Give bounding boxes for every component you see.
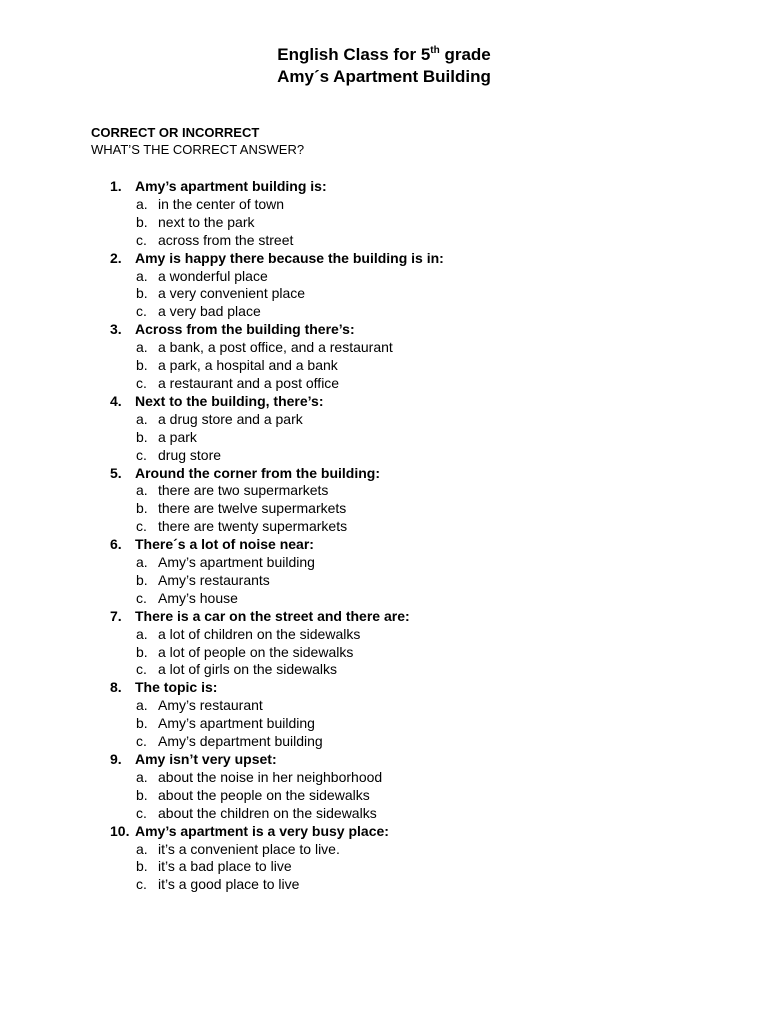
question-text-line (110, 751, 730, 769)
question-text: The topic is: (135, 679, 218, 696)
option-text: across from the street (158, 231, 294, 248)
answer-option (110, 303, 730, 321)
question-number: 1. (110, 178, 122, 194)
option-letter: c. (136, 446, 147, 463)
question-item (110, 321, 730, 393)
option-text: Amy’s restaurant (158, 697, 263, 714)
question-item (110, 751, 730, 823)
answer-options (110, 482, 730, 536)
answer-option (110, 876, 730, 894)
answer-options (110, 769, 730, 823)
question-text-line (110, 178, 730, 196)
question-text: There´s a lot of noise near: (135, 536, 314, 553)
question-item (110, 679, 730, 751)
page-subtitle: Amy´s Apartment Building (277, 67, 491, 86)
option-text: a wonderful place (158, 267, 268, 284)
answer-option (110, 268, 730, 286)
option-text: Amy’s department building (158, 733, 323, 750)
option-text: a lot of girls on the sidewalks (158, 661, 337, 678)
question-number: 6. (110, 536, 122, 553)
answer-option (110, 626, 730, 644)
question-item (110, 465, 730, 537)
question-text-line (110, 465, 730, 483)
option-letter: b. (136, 285, 148, 302)
title-suffix: grade (439, 45, 491, 64)
option-letter: c. (136, 661, 147, 678)
answer-option (110, 733, 730, 751)
question-text: Across from the building there’s: (135, 321, 355, 338)
answer-options (110, 841, 730, 895)
option-letter: b. (136, 571, 148, 588)
question-text-line (110, 393, 730, 411)
option-letter: a. (136, 840, 148, 857)
option-letter: a. (136, 410, 148, 427)
question-item (110, 536, 730, 608)
option-letter: b. (136, 643, 148, 660)
answer-option (110, 411, 730, 429)
question-text-line (110, 250, 730, 268)
option-letter: a. (136, 195, 148, 212)
question-text-line (110, 536, 730, 554)
answer-option (110, 500, 730, 518)
answer-option (110, 232, 730, 250)
option-text: next to the park (158, 213, 255, 230)
option-letter: a. (136, 267, 148, 284)
answer-option (110, 715, 730, 733)
option-letter: c. (136, 231, 147, 248)
option-text: Amy’s apartment building (158, 715, 315, 732)
option-text: a lot of children on the sidewalks (158, 625, 361, 642)
answer-option (110, 447, 730, 465)
page-title (0, 44, 768, 66)
option-text: Amy’s house (158, 589, 238, 606)
answer-option (110, 357, 730, 375)
answer-option (110, 661, 730, 679)
question-item (110, 823, 730, 895)
option-letter: b. (136, 428, 148, 445)
option-text: there are twenty supermarkets (158, 518, 348, 535)
option-text: a park (158, 428, 197, 445)
question-item (110, 250, 730, 322)
option-letter: c. (136, 876, 147, 893)
answer-option (110, 787, 730, 805)
option-letter: c. (136, 518, 147, 535)
option-text: it’s a bad place to live (158, 858, 292, 875)
answer-option (110, 590, 730, 608)
option-letter: a. (136, 339, 148, 356)
answer-options (110, 196, 730, 250)
answer-options (110, 268, 730, 322)
question-text: Amy isn’t very upset: (135, 751, 277, 767)
answer-option (110, 429, 730, 447)
option-text: drug store (158, 446, 222, 463)
option-letter: c. (136, 733, 147, 750)
option-letter: b. (136, 213, 148, 230)
question-list (110, 178, 730, 894)
answer-option (110, 841, 730, 859)
option-text: a drug store and a park (158, 410, 303, 427)
instruction-subheading: WHAT’S THE CORRECT ANSWER? (91, 142, 305, 157)
answer-option (110, 572, 730, 590)
option-text: there are two supermarkets (158, 482, 329, 499)
answer-option (110, 285, 730, 303)
option-letter: a. (136, 697, 148, 714)
question-text-line (110, 608, 730, 626)
question-text: Around the corner from the building: (135, 464, 380, 481)
question-text: Next to the building, there’s: (135, 392, 324, 409)
instructions (91, 124, 304, 158)
question-number: 4. (110, 392, 122, 409)
instruction-heading: CORRECT OR INCORRECT (91, 125, 260, 140)
question-text-line (110, 321, 730, 339)
question-text-line (110, 823, 730, 841)
option-letter: b. (136, 500, 148, 517)
option-text: a lot of people on the sidewalks (158, 643, 354, 660)
option-letter: b. (136, 858, 148, 875)
option-text: about the children on the sidewalks (158, 804, 377, 821)
title-block (0, 44, 768, 88)
answer-options (110, 411, 730, 465)
option-letter: c. (136, 804, 147, 821)
answer-option (110, 518, 730, 536)
question-text: There is a car on the street and there are: (135, 607, 410, 624)
option-letter: a. (136, 625, 148, 642)
option-text: Amy’s restaurants (158, 571, 270, 588)
option-text: about the people on the sidewalks (158, 786, 370, 803)
question-number: 9. (110, 751, 122, 767)
answer-option (110, 554, 730, 572)
question-number: 5. (110, 464, 122, 481)
option-letter: a. (136, 482, 148, 499)
question-item (110, 393, 730, 465)
answer-options (110, 697, 730, 751)
answer-option (110, 805, 730, 823)
answer-option (110, 769, 730, 787)
option-text: it’s a good place to live (158, 876, 300, 893)
option-letter: b. (136, 357, 148, 374)
question-number: 10. (110, 822, 130, 839)
option-text: a bank, a post office, and a restaurant (158, 339, 393, 356)
answer-options (110, 626, 730, 680)
option-text: there are twelve supermarkets (158, 500, 347, 517)
option-text: a restaurant and a post office (158, 374, 340, 391)
answer-option (110, 214, 730, 232)
answer-option (110, 644, 730, 662)
option-letter: c. (136, 374, 147, 391)
option-letter: c. (136, 303, 147, 320)
option-letter: b. (136, 786, 148, 803)
option-text: in the center of town (158, 195, 285, 212)
option-text: about the noise in her neighborhood (158, 768, 383, 785)
answer-option (110, 339, 730, 357)
question-number: 2. (110, 249, 122, 266)
question-text: Amy is happy there because the building is in: (135, 249, 444, 266)
option-text: a very bad place (158, 303, 261, 320)
question-item (110, 178, 730, 250)
question-item (110, 608, 730, 680)
answer-option (110, 482, 730, 500)
question-number: 8. (110, 679, 122, 696)
answer-option (110, 858, 730, 876)
answer-option (110, 196, 730, 214)
option-text: a very convenient place (158, 285, 306, 302)
option-text: Amy’s apartment building (158, 554, 315, 571)
title-prefix: English Class for 5 (277, 45, 431, 64)
question-text: Amy’s apartment building is: (135, 178, 327, 194)
answer-option (110, 375, 730, 393)
question-text-line (110, 679, 730, 697)
answer-options (110, 339, 730, 393)
question-number: 3. (110, 321, 122, 338)
option-letter: b. (136, 715, 148, 732)
answer-option (110, 697, 730, 715)
title-superscript: th (430, 45, 440, 56)
question-text: Amy’s apartment is a very busy place: (135, 822, 389, 839)
option-letter: a. (136, 768, 148, 785)
option-letter: a. (136, 554, 148, 571)
option-text: it’s a convenient place to live. (158, 840, 340, 857)
option-text: a park, a hospital and a bank (158, 357, 338, 374)
option-letter: c. (136, 589, 147, 606)
question-number: 7. (110, 607, 122, 624)
answer-options (110, 554, 730, 608)
